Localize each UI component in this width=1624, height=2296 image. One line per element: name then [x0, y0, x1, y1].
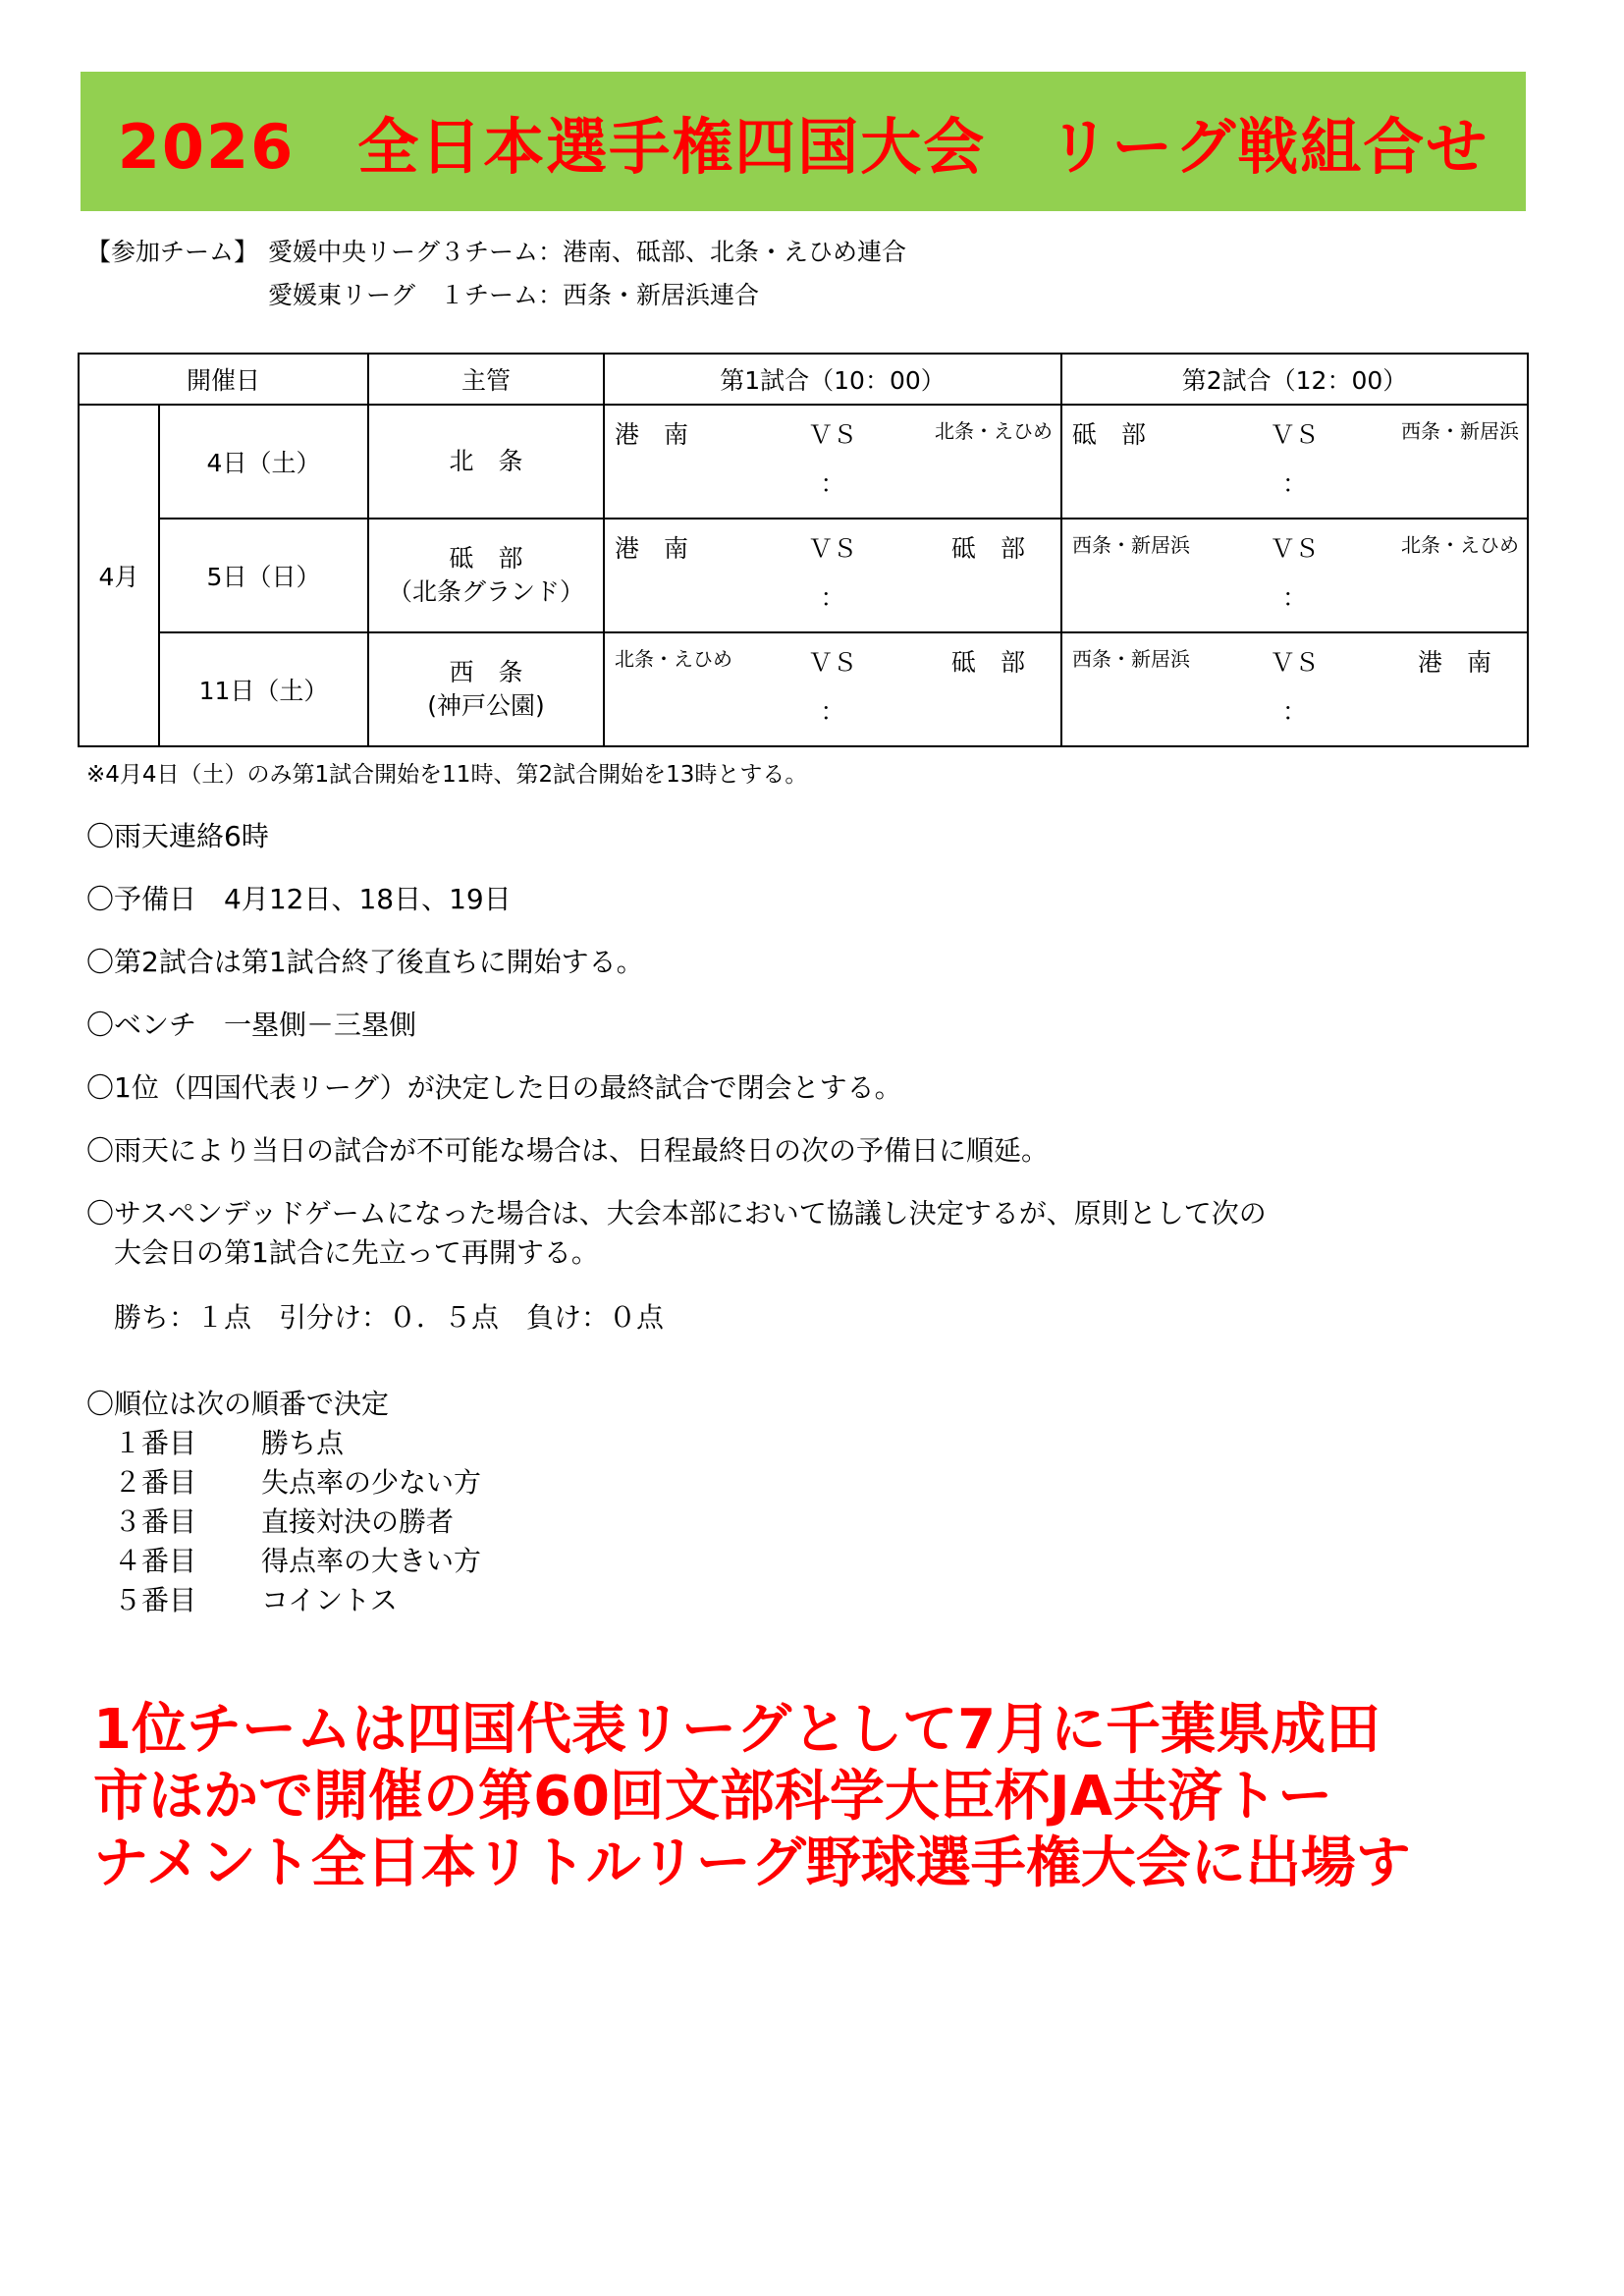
vs-label: ＶＳ	[1270, 648, 1320, 677]
team-b: 港 南	[1418, 648, 1492, 677]
ranking-header: 〇順位は次の順番で決定	[86, 1388, 390, 1420]
game2-cell	[1061, 632, 1528, 746]
list-item	[86, 1581, 481, 1620]
host-venue: (神戸公園)	[427, 691, 545, 720]
game1-cell	[604, 632, 1061, 746]
host-cell	[368, 405, 604, 519]
rank-criterion: 直接対決の勝者	[261, 1505, 455, 1538]
rank-criterion: 勝ち点	[261, 1427, 345, 1459]
score-colon: ：	[1282, 469, 1308, 498]
team-a: 北条・えひめ	[615, 647, 733, 671]
team-a: 港 南	[615, 420, 689, 449]
date-cell: 11日（土）	[159, 632, 368, 746]
host-cell	[368, 632, 604, 746]
game1-cell	[604, 519, 1061, 632]
team-b: 北条・えひめ	[935, 419, 1054, 443]
header-host: 主管	[368, 354, 604, 405]
team-a: 砥 部	[1072, 420, 1147, 449]
header-game2: 第2試合（12：00）	[1061, 354, 1528, 405]
rank-criterion: 得点率の大きい方	[261, 1545, 482, 1577]
table-row	[79, 632, 1528, 746]
ranking-criteria	[86, 1385, 481, 1620]
rule-points: 勝ち：１点 引分け：０．５点 負け：０点	[114, 1301, 665, 1334]
rank-number: １番目	[114, 1427, 197, 1459]
rank-number: ３番目	[114, 1505, 197, 1538]
month-cell: 4月	[79, 405, 159, 746]
host-venue: （北条グランド）	[388, 577, 585, 606]
list-item	[86, 1424, 481, 1463]
rule-suspended-cont: 大会日の第1試合に先立って再開する。	[114, 1236, 599, 1269]
team-b: 北条・えひめ	[1401, 533, 1520, 557]
schedule-note: ※4月4日（土）のみ第1試合開始を11時、第2試合開始を13時とする。	[86, 762, 808, 788]
vs-label: ＶＳ	[808, 534, 858, 563]
date-cell: 5日（日）	[159, 519, 368, 632]
rule-closing: 〇1位（四国代表リーグ）が決定した日の最終試合で閉会とする。	[86, 1071, 902, 1104]
score-colon: ：	[1282, 697, 1308, 726]
list-item	[86, 1542, 481, 1581]
table-header-row	[79, 354, 1528, 405]
game1-cell	[604, 405, 1061, 519]
score-colon: ：	[820, 583, 845, 612]
vs-label: ＶＳ	[808, 648, 858, 677]
rank-criterion: 失点率の少ない方	[261, 1466, 482, 1499]
teams-label: 【参加チーム】	[86, 238, 259, 266]
table-row	[79, 405, 1528, 519]
header-date: 開催日	[79, 354, 368, 405]
announcement-line-1: 1位チームは四国代表リーグとして7月に千葉県成田	[93, 1698, 1381, 1762]
game2-cell	[1061, 405, 1528, 519]
team-a: 西条・新居浜	[1072, 647, 1191, 671]
game2-cell	[1061, 519, 1528, 632]
team-a: 港 南	[615, 534, 689, 563]
rank-criterion: コイントス	[261, 1584, 398, 1616]
header-game1: 第1試合（10：00）	[604, 354, 1061, 405]
rule-rain-postpone: 〇雨天により当日の試合が不可能な場合は、日程最終日の次の予備日に順延。	[86, 1134, 1050, 1167]
rule-second-game: 〇第2試合は第1試合終了後直ちに開始する。	[86, 946, 644, 978]
rule-bench: 〇ベンチ 一塁側－三塁側	[86, 1009, 417, 1041]
list-item	[86, 1463, 481, 1503]
vs-label: ＶＳ	[808, 420, 858, 449]
score-colon: ：	[820, 469, 845, 498]
announcement-line-2: 市ほかで開催の第60回文部科学大臣杯JA共済トー	[93, 1765, 1333, 1829]
host-cell	[368, 519, 604, 632]
team-b: 砥 部	[951, 648, 1026, 677]
vs-label: ＶＳ	[1270, 534, 1320, 563]
announcement-line-3: ナメント全日本リトルリーグ野球選手権大会に出場す	[93, 1831, 1411, 1895]
rule-reserve-days: 〇予備日 4月12日、18日、19日	[86, 883, 512, 915]
team-b: 西条・新居浜	[1401, 419, 1520, 443]
rank-number: ４番目	[114, 1545, 197, 1577]
list-item	[86, 1503, 481, 1542]
participating-teams	[86, 231, 906, 317]
teams-line-1: 愛媛中央リーグ３チーム：港南、砥部、北条・えひめ連合	[268, 238, 907, 266]
rank-number: ２番目	[114, 1466, 197, 1499]
table-row	[79, 519, 1528, 632]
page-title: 2026 全日本選手権四国大会 リーグ戦組合せ	[81, 72, 1526, 211]
score-colon: ：	[820, 697, 845, 726]
team-b: 砥 部	[951, 534, 1026, 563]
schedule-table	[78, 353, 1529, 747]
host-name: 北 条	[449, 447, 523, 475]
rule-suspended: 〇サスペンデッドゲームになった場合は、大会本部において協議し決定するが、原則として次の	[86, 1197, 1267, 1230]
teams-line-2: 愛媛東リーグ １チーム：西条・新居浜連合	[268, 281, 760, 309]
team-a: 西条・新居浜	[1072, 533, 1191, 557]
host-name: 砥 部	[449, 544, 523, 573]
announcement	[93, 1697, 1527, 1897]
host-name: 西 条	[449, 658, 523, 686]
rule-rain-contact: 〇雨天連絡6時	[86, 820, 269, 852]
vs-label: ＶＳ	[1270, 420, 1320, 449]
date-cell: 4日（土）	[159, 405, 368, 519]
rank-number: ５番目	[114, 1584, 197, 1616]
score-colon: ：	[1282, 583, 1308, 612]
